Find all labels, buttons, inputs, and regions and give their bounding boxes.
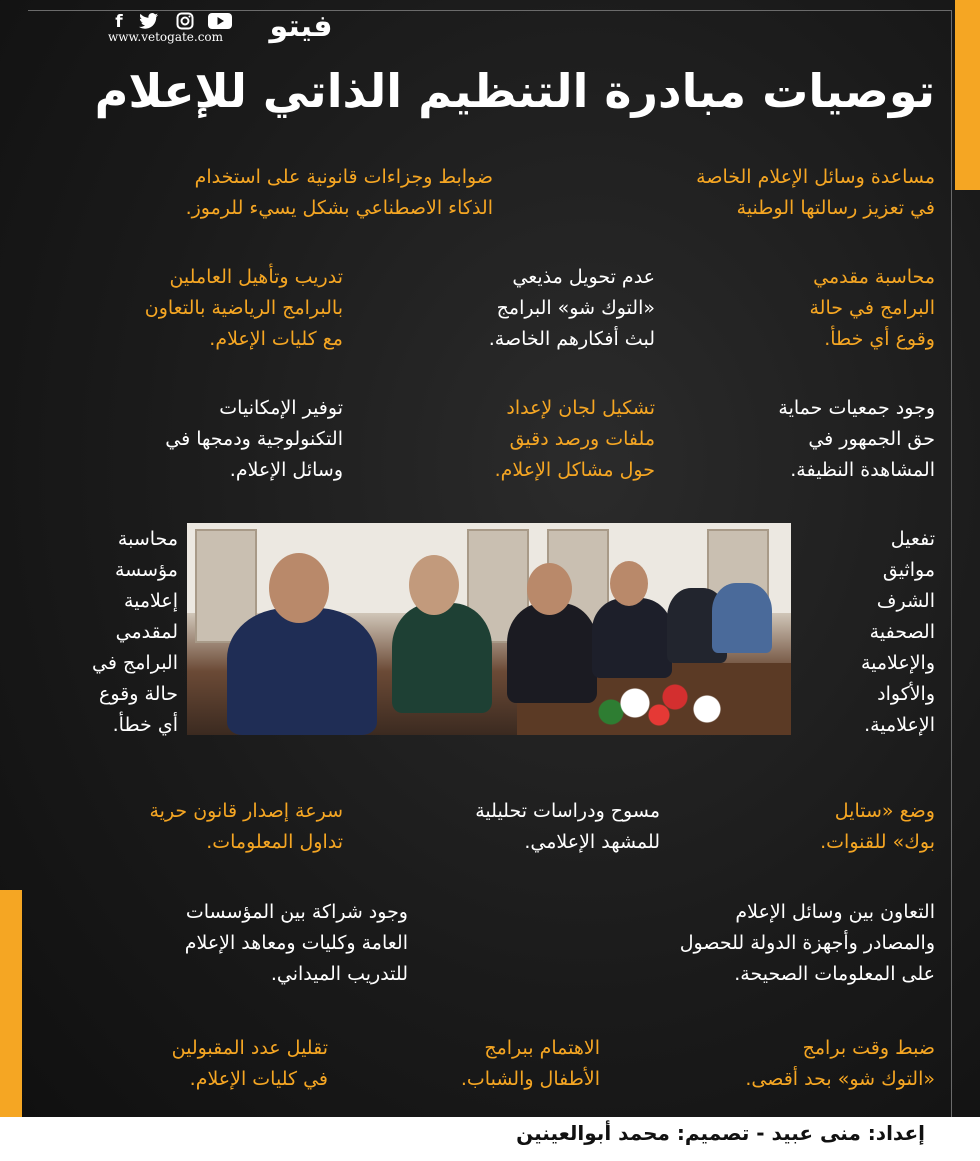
recommendation-item: تدريب وتأهيل العاملين بالبرامج الرياضية بالتعاون مع كليات الإعلام. xyxy=(144,266,343,350)
recommendation-item: ضوابط وجزاءات قانونية على استخدام الذكاء الاصطناعي بشكل يسيء للرموز. xyxy=(185,166,493,219)
twitter-icon[interactable] xyxy=(138,12,160,32)
credits: إعداد: منى عبيد - تصميم: محمد أبوالعينين xyxy=(516,1121,925,1145)
accent-bar-right xyxy=(955,0,980,190)
recommendation-item: تقليل عدد المقبولين في كليات الإعلام. xyxy=(171,1037,328,1090)
instagram-icon[interactable] xyxy=(174,12,196,32)
recommendation-item: سرعة إصدار قانون حرية تداول المعلومات. xyxy=(149,800,343,853)
photo-person-head xyxy=(269,553,329,623)
recommendation-item: التعاون بين وسائل الإعلام والمصادر وأجهزة الدولة للحصول على المعلومات الصحيحة. xyxy=(679,901,935,985)
recommendation-item: مساعدة وسائل الإعلام الخاصة في تعزيز رسالتها الوطنية xyxy=(696,166,935,219)
recommendation-item: محاسبة مؤسسة إعلامية لمقدمي البرامج في حالة وقوع أي خطأ. xyxy=(92,528,178,736)
photo-person-head xyxy=(527,563,572,615)
photo-person-head xyxy=(610,561,648,606)
photo-flowers xyxy=(587,673,747,733)
photo-person xyxy=(227,608,377,735)
recommendation-item: مسوح ودراسات تحليلية للمشهد الإعلامي. xyxy=(475,800,660,853)
recommendation-item: الاهتمام ببرامج الأطفال والشباب. xyxy=(460,1037,600,1090)
photo-person xyxy=(507,603,597,703)
recommendation-item: محاسبة مقدمي البرامج في حالة وقوع أي خطأ. xyxy=(809,266,935,350)
photo-person xyxy=(592,598,672,678)
youtube-icon[interactable] xyxy=(208,12,230,32)
frame-right-line xyxy=(951,10,952,1120)
frame-top-line xyxy=(28,10,952,11)
recommendation-item: وضع «ستايل بوك» للقنوات. xyxy=(820,800,935,853)
recommendation-item: عدم تحويل مذيعي «التوك شو» البرامج لبث أفكارهم الخاصة. xyxy=(488,266,655,350)
logo: فيتو xyxy=(269,9,333,44)
page-title: توصيات مبادرة التنظيم الذاتي للإعلام xyxy=(94,64,935,118)
recommendation-item: وجود شراكة بين المؤسسات العامة وكليات ومعاهد الإعلام للتدريب الميداني. xyxy=(184,901,408,985)
recommendation-item: توفير الإمكانيات التكنولوجية ودمجها في وسائل الإعلام. xyxy=(165,397,343,481)
facebook-icon[interactable]: f xyxy=(115,12,123,32)
recommendation-item: ضبط وقت برامج «التوك شو» بحد أقصى. xyxy=(745,1037,935,1090)
recommendation-item: تفعيل مواثيق الشرف الصحفية والإعلامية والأكواد الإعلامية. xyxy=(860,528,935,736)
recommendation-item: وجود جمعيات حماية حق الجمهور في المشاهدة النظيفة. xyxy=(778,397,935,481)
meeting-photo xyxy=(187,523,791,735)
website-url[interactable]: www.vetogate.com xyxy=(108,30,224,44)
photo-person xyxy=(712,583,772,653)
recommendation-item: تشكيل لجان لإعداد ملفات ورصد دقيق حول مشاكل الإعلام. xyxy=(494,397,655,481)
photo-person-head xyxy=(409,555,459,615)
photo-person xyxy=(392,603,492,713)
